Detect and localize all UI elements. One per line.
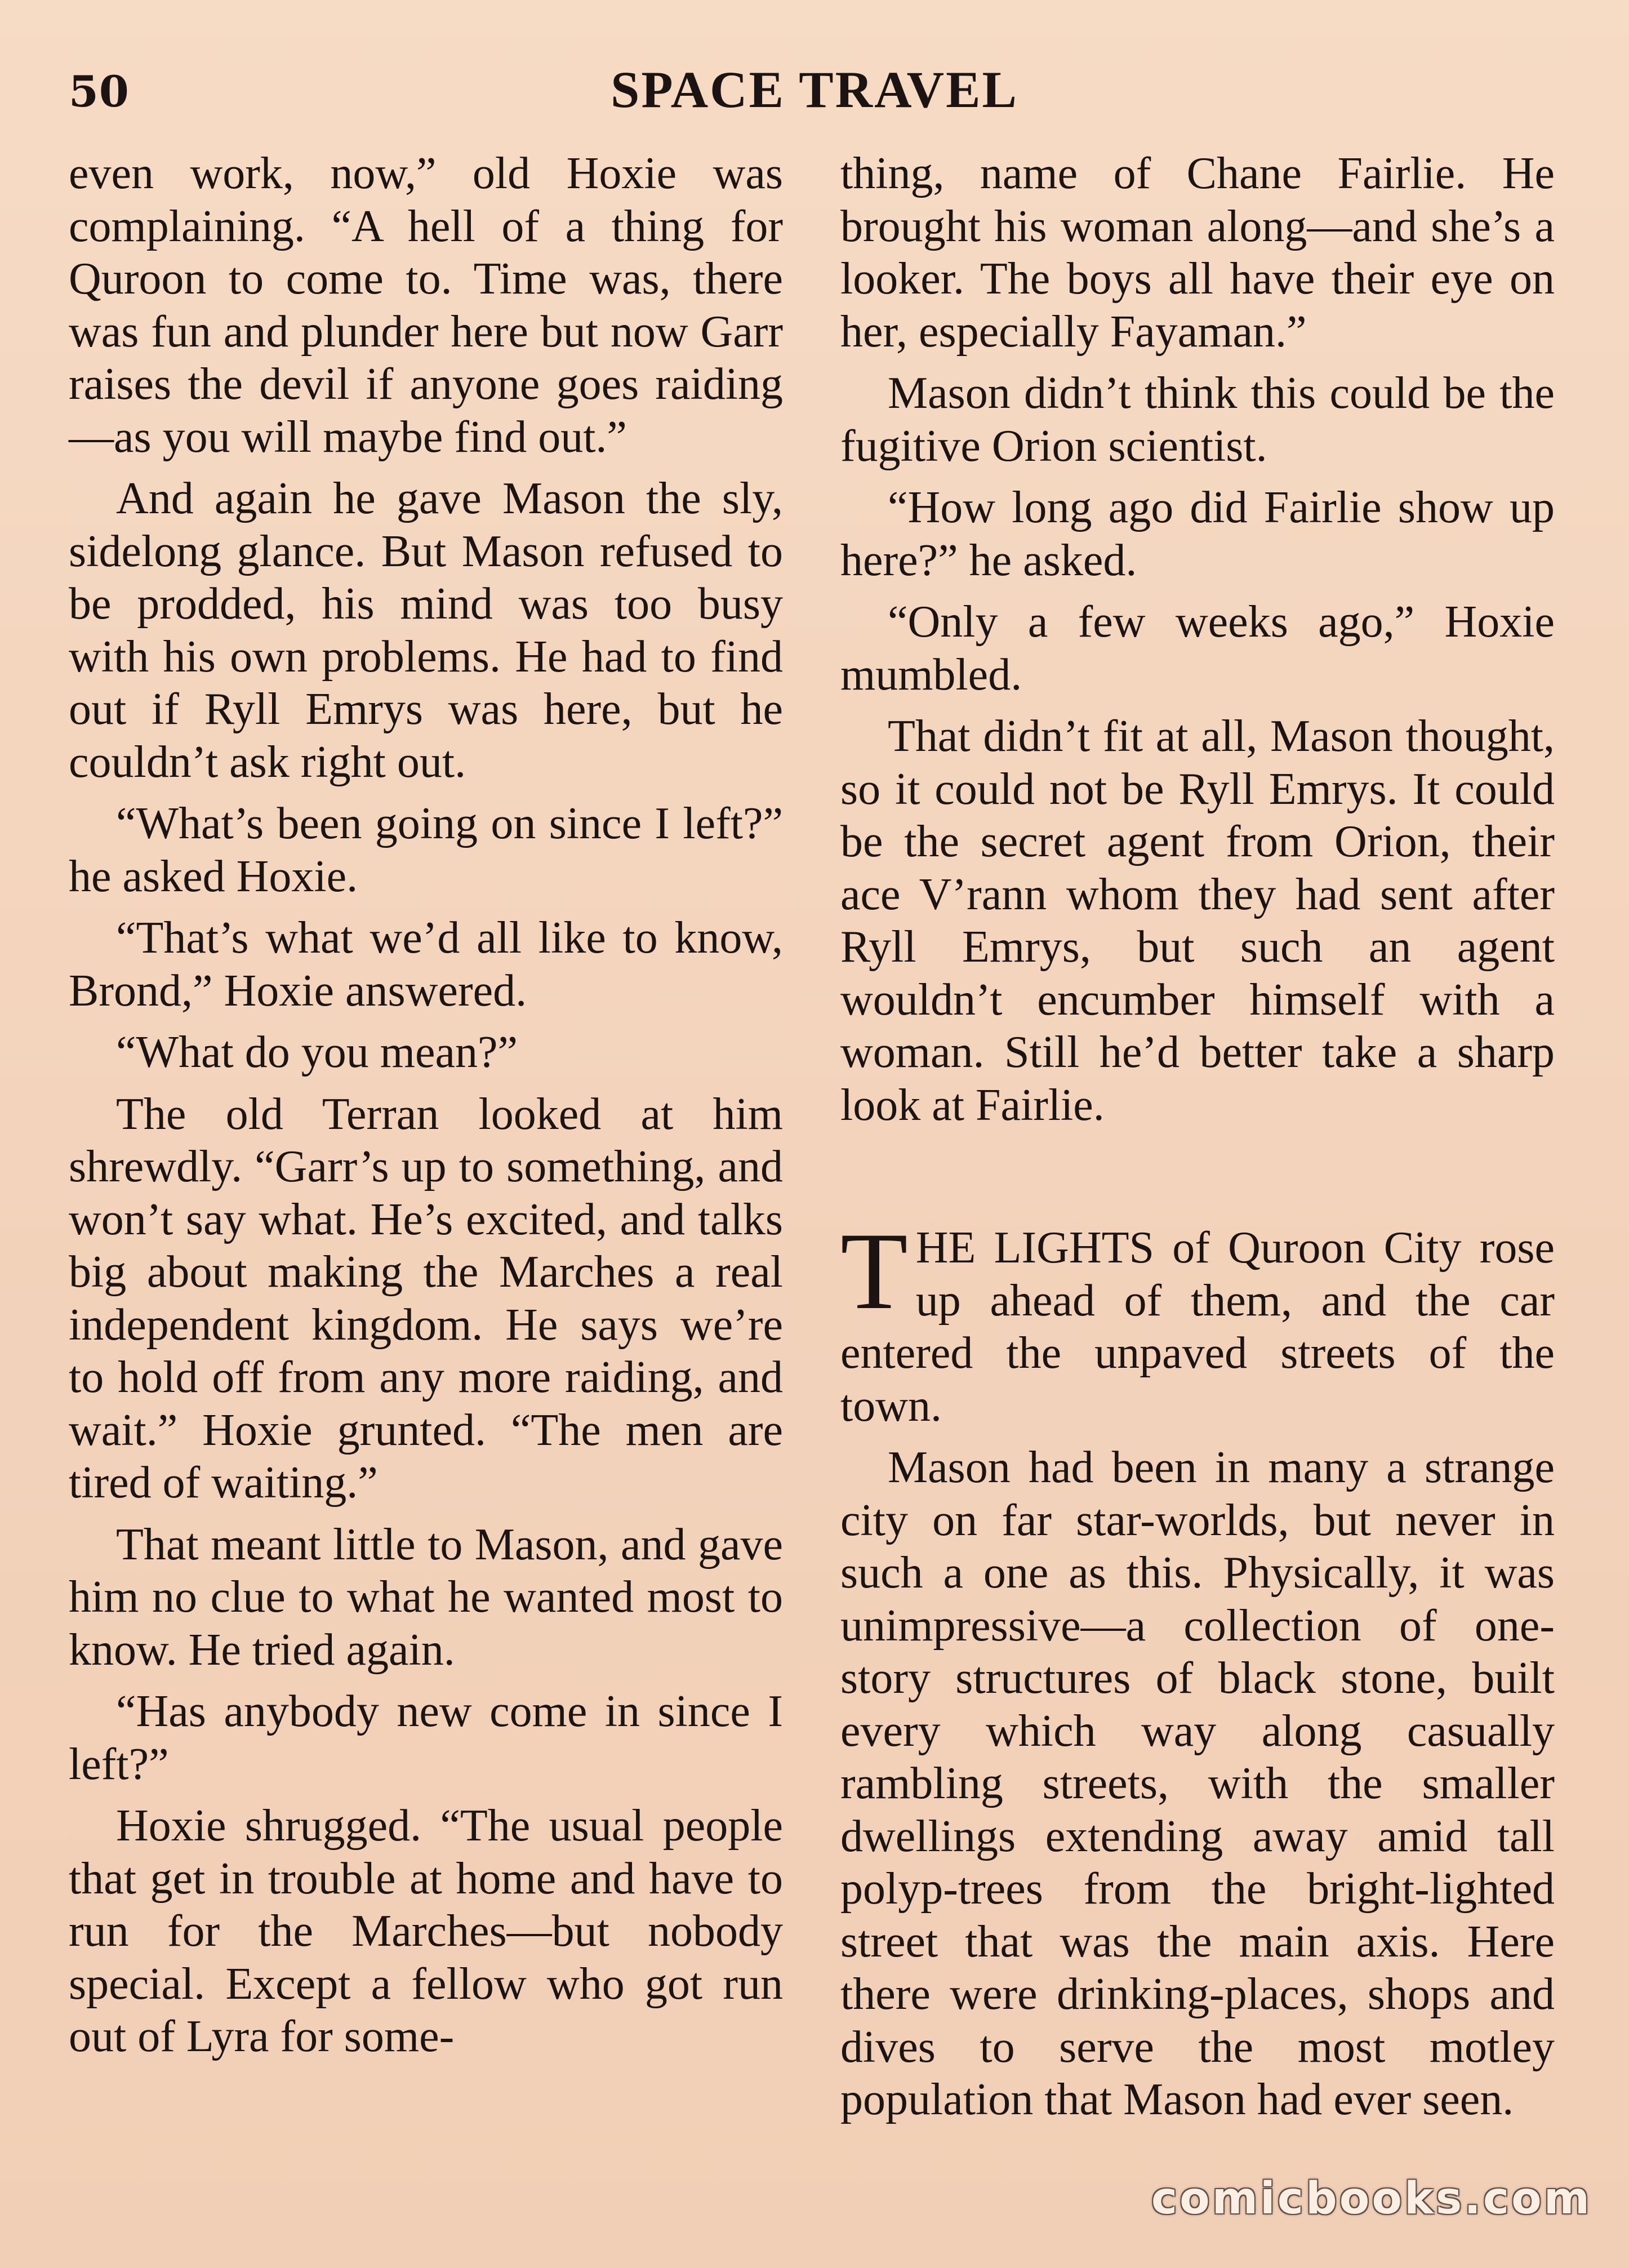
drop-cap: T <box>840 1210 908 1332</box>
paragraph: Mason didn’t think this could be the fugitive Orion scientist. <box>840 368 1555 471</box>
paragraph: The old Terran looked at him shrewdly. “Garr’s up to something, and won’t say what. He’s excited, and talks big about making the Marches a real independent kingdom. He says we’re to hold off from any more raiding, and wait.” Hoxie grunted. “The men are tired of waiting.” <box>69 1089 783 1507</box>
paragraph: “Has anybody new come in since I left?” <box>69 1687 783 1789</box>
running-title: SPACE TRAVEL <box>611 61 1018 118</box>
section-opening-text: HE LIGHTS of Quroon City rose up ahead of them, and the car entered the unpaved streets of the town. <box>840 1223 1555 1431</box>
right-column <box>840 148 1555 2198</box>
paragraph: “What do you mean?” <box>116 1028 518 1077</box>
left-column <box>69 148 783 2198</box>
paragraph: And again he gave Mason the sly, sidelong glance. But Mason refused to be prodded, his mind was too busy with his own problems. He had to find out if Ryll Emrys was here, but he couldn’t ask right out. <box>69 474 783 787</box>
paragraph: Hoxie shrugged. “The usual people that get in trouble at home and have to run for the Marches—but nobody special. Except a fellow who got run out of Lyra for some- <box>69 1801 783 2061</box>
paragraph: “Only a few weeks ago,” Hoxie mumbled. <box>840 597 1555 700</box>
section-opening-paragraph <box>840 1210 1555 1433</box>
paragraph: That didn’t fit at all, Mason thought, so it could not be Ryll Emrys. It could be the secret agent from Orion, their ace V’rann whom they had sent after Ryll Emrys, but such an agent wouldn’t encumber himself with a woman. Still he’d better take a sharp look at Fairlie. <box>840 711 1555 1130</box>
paragraph: “How long ago did Fairlie show up here?” he asked. <box>840 483 1555 585</box>
paragraph: thing, name of Chane Fairlie. He brought his woman along—and she’s a looker. The boys all have their eye on her, especially Fayaman.” <box>840 149 1555 357</box>
paragraph: That meant little to Mason, and gave him no clue to what he wanted most to know. He tried again. <box>69 1519 783 1675</box>
watermark-logo: comicbooks.com <box>1151 2173 1592 2224</box>
page-number: 50 <box>69 66 130 117</box>
paragraph: even work, now,” old Hoxie was complaining. “A hell of a thing for Quroon to come to. Time was, there was fun and plunder here but now Garr raises the devil if anyone goes raiding—as you will maybe find out.” <box>69 149 783 462</box>
paragraph: “What’s been going on since I left?” he asked Hoxie. <box>69 799 783 901</box>
paragraph: Mason had been in many a strange city on far star-worlds, but never in such a one as this. Physically, it was unimpressive—a collection of one-story structures of black stone, built every which way along casually rambling streets, with the smaller dwellings extending away amid tall polyp-trees from the bright-lighted street that was the main axis. Here there were drinking-places, shops and dives to serve the most motley population that Mason had ever seen. <box>840 1443 1555 2124</box>
paragraph: “That’s what we’d all like to know, Brond,” Hoxie answered. <box>69 913 783 1016</box>
